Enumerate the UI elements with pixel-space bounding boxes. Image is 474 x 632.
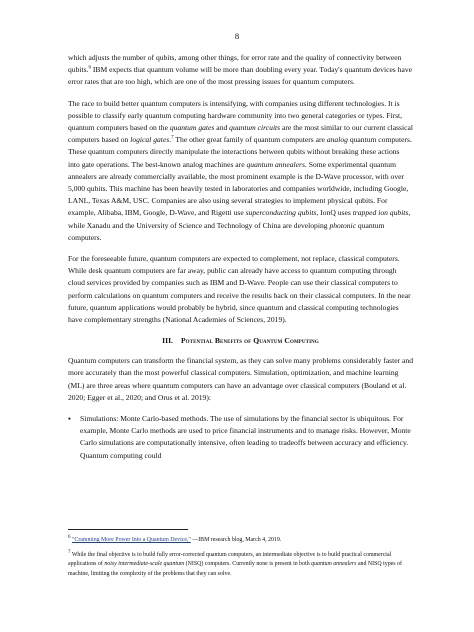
footnote-number: 7 bbox=[68, 550, 71, 556]
footnote-number: 6 bbox=[68, 535, 71, 541]
paragraph-financial-system: Quantum computers can transform the financial system, as they can solve many problems considerably faster and more accurately than the most powerful classical computers. Simulation, optimization, and machine learning (ML) are three areas where quantum computers can have an advantage over classical computers (Bouland et al. 2020; Egger et al., 2020; and Orus et al. 2019): bbox=[68, 356, 413, 402]
footnote-text: (NISQ) computers. Currently none is present in both bbox=[184, 561, 312, 568]
footnote-divider bbox=[68, 529, 188, 530]
text-run: quantum computers. These quantum computers directly manipulate the interactions between qubits without breaking these actions into gate operations. The best-known analog machines are bbox=[68, 135, 412, 169]
main-text bbox=[68, 52, 413, 462]
ibm-blog-link[interactable]: "Cramming More Power Into a Quantum Device," bbox=[71, 537, 191, 543]
footnote-6 bbox=[68, 536, 413, 545]
footnote-text: —IBM research blog, March 4, 2019. bbox=[190, 537, 282, 543]
square-bullet-icon: ▪ bbox=[68, 414, 71, 424]
text-run: . bbox=[169, 135, 172, 145]
footnote-7 bbox=[68, 551, 413, 579]
list-item bbox=[68, 413, 413, 462]
italic-term: trapped ion qubits bbox=[352, 208, 409, 218]
text-run: which adjusts the number of qubits, among other things, for error rate and the quality of connectivity between qubits. bbox=[68, 53, 402, 75]
text-run: The other great family of quantum computers are bbox=[173, 135, 327, 145]
paragraph-foreseeable-future: For the foreseeable future, quantum computers are expected to complement, not replace, classical computers. While desk quantum computers are far away, public can already have access to quantum computing through cloud services provided by companies such as IBM and D-Wave. People can use their classical computers to perform calculations on quantum computers and receive the results back on their classical computers. In the near future, quantum applications would probably be hybrid, since quantum and classical computing technologies have complementary strengths (National Academies of Sciences, 2019). bbox=[68, 254, 411, 325]
italic-term: quantum annealers bbox=[311, 561, 357, 568]
footnote-text: While the final objective is to build fully error-corrected quantum computers, an intermediate objective is to build practical commercial applications of bbox=[68, 552, 392, 568]
text-run: . Some experimental quantum annealers are already commercially available, the most prominent example is the D-Wave processor, with over 5,000 qubits. This machine has been heavily tested in laboratories and companies worldwide, including Google, LANL, Texas A&M, USC. Companies are also using several strategies to implement physical qubits. For example, Alibaba, IBM, Google, D-Wave, and Rigetti use bbox=[68, 159, 409, 218]
footnote-ref-6[interactable]: 6 bbox=[88, 65, 91, 71]
italic-term: quantum circuits bbox=[229, 123, 281, 133]
italic-term: superconducting qubits bbox=[245, 208, 317, 218]
footnotes bbox=[68, 536, 413, 585]
text-run: IBM expects that quantum volume will be more than doubling every year. Today's quantum devices have error rates that are too high, which are one of the most pressing issues for quantum computers. bbox=[68, 65, 413, 87]
italic-term: quantum gates bbox=[169, 123, 215, 133]
page-number: 8 bbox=[234, 31, 240, 41]
text-run: are the most similar to our current classical computers based on bbox=[68, 123, 413, 145]
italic-term: logical gates bbox=[130, 135, 170, 145]
paragraph-quantum-volume bbox=[68, 52, 413, 89]
text-run: and bbox=[214, 123, 230, 133]
italic-term: photonic bbox=[329, 220, 357, 230]
text-run: , IonQ uses bbox=[316, 208, 353, 218]
italic-term: noisy intermediate-scale quantum bbox=[104, 561, 185, 568]
section-number: III. bbox=[162, 336, 173, 346]
footnote-text: and NISQ types of machine, limiting the complexity of the problems that they can solve. bbox=[68, 561, 402, 577]
section-title: Potential Benefits of Quantum Computing bbox=[180, 336, 319, 346]
italic-term: analog bbox=[326, 135, 348, 145]
bullet-text: Simulations: Monte Carlo-based methods. The use of simulations by the financial sector is ubiquitous. For example, Monte Carlo methods are used to price financial instruments and to manage risks. However, Monte Carlo simulations are computationally intensive, often leading to tradeoffs between accuracy and efficiency. Quantum computing could bbox=[80, 414, 411, 460]
section-heading bbox=[68, 335, 413, 347]
footnote-ref-7[interactable]: 7 bbox=[171, 135, 174, 141]
text-run: The race to build better quantum computers is intensifying, with companies using different technologies. It is possible to classify early quantum computing hardware community into two general categories or types. First, quantum computers based on the bbox=[68, 98, 403, 133]
paragraph-hardware-race bbox=[68, 98, 413, 244]
text-run: , while Xanadu and the University of Science and Technology of China are developing bbox=[68, 208, 411, 230]
italic-term: quantum annealers bbox=[246, 159, 305, 169]
text-run: quantum computers. bbox=[68, 220, 385, 242]
